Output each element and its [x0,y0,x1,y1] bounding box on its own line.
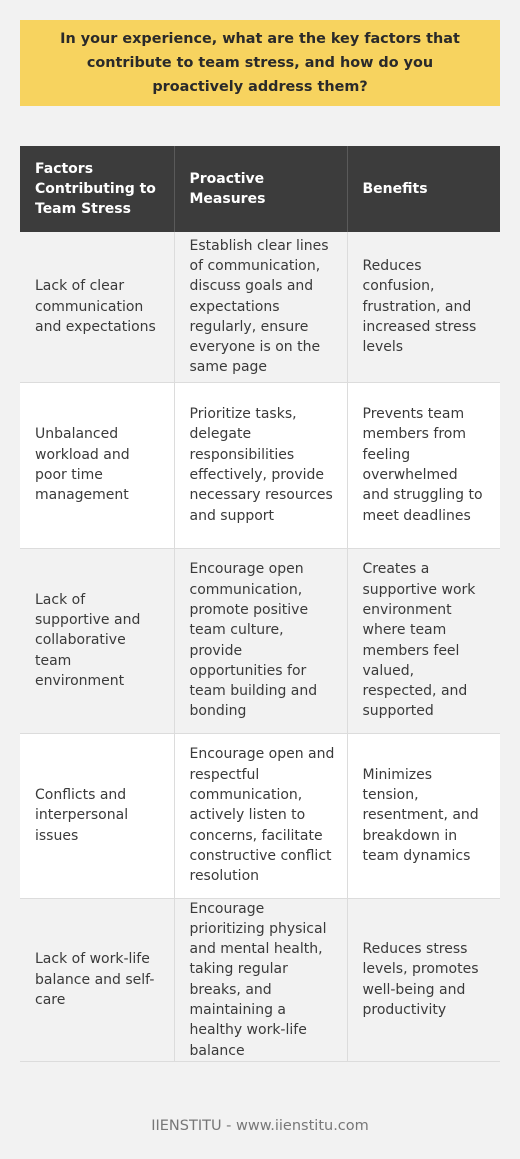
measure-cell: Encourage open communication, promote positive team culture, provide opportunities for team building and bonding [174,548,347,733]
measure-cell: Establish clear lines of communication, discuss goals and expectations regularly, ensure everyone is on the same page [174,232,347,382]
table-row [20,898,500,1061]
measure-cell: Encourage prioritizing physical and mental health, taking regular breaks, and maintaining a healthy work-life balance [174,898,347,1061]
table-row [20,232,500,382]
benefit-cell: Creates a supportive work environment where team members feel valued, respected, and supported [347,548,500,733]
factor-cell: Lack of supportive and collaborative team environment [20,548,174,733]
benefit-cell: Reduces confusion, frustration, and increased stress levels [347,232,500,382]
question-box [20,20,500,106]
measure-cell: Prioritize tasks, delegate responsibilities effectively, provide necessary resources and support [174,382,347,548]
benefit-cell: Minimizes tension, resentment, and breakdown in team dynamics [347,733,500,898]
header-factors: Factors Contributing to Team Stress [20,146,174,232]
benefit-cell: Reduces stress levels, promotes well-being and productivity [347,898,500,1061]
factor-cell: Lack of work-life balance and self-care [20,898,174,1061]
factor-cell: Lack of clear communication and expectations [20,232,174,382]
header-benefits: Benefits [347,146,500,232]
measure-cell: Encourage open and respectful communication, actively listen to concerns, facilitate constructive conflict resolution [174,733,347,898]
table-row [20,382,500,548]
header-measures: Proactive Measures [174,146,347,232]
table-row [20,548,500,733]
stress-factors-table [20,146,500,1062]
question-text: In your experience, what are the key factors that contribute to team stress, and how do you proactively address them? [60,31,460,95]
footer-attribution: IIENSTITU - www.iienstitu.com [151,1118,369,1134]
table-row [20,733,500,898]
factor-cell: Unbalanced workload and poor time management [20,382,174,548]
factor-cell: Conflicts and interpersonal issues [20,733,174,898]
benefit-cell: Prevents team members from feeling overwhelmed and struggling to meet deadlines [347,382,500,548]
table-header-row [20,146,500,232]
